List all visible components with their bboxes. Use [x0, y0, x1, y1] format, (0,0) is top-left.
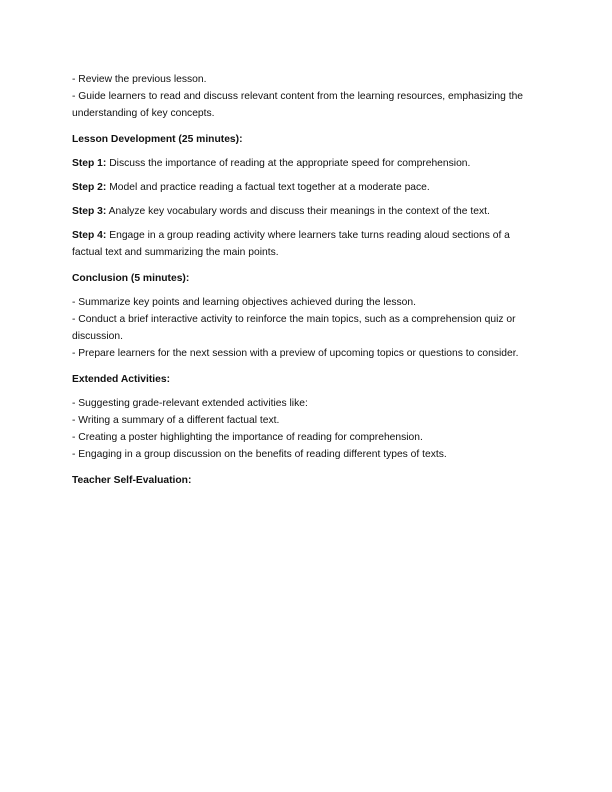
conclusion-line: - Prepare learners for the next session with a preview of upcoming topics or questions to consider.: [72, 348, 519, 359]
step-text: Engage in a group reading activity where learners take turns reading aloud sections of a factual text and summarizing the main points.: [72, 230, 510, 258]
step-item: [72, 179, 540, 196]
step-label: Step 3:: [72, 206, 107, 217]
step-label: Step 1:: [72, 158, 107, 169]
conclusion-line: - Conduct a brief interactive activity to reinforce the main topics, such as a comprehension quiz or discussion.: [72, 314, 516, 342]
extended-activities-heading: Extended Activities:: [72, 374, 171, 385]
step-label: Step 4:: [72, 230, 107, 241]
intro-line: - Review the previous lesson.: [72, 74, 207, 85]
lesson-development-section: [72, 131, 540, 261]
intro-section: [72, 71, 540, 122]
extended-activities-section: [72, 371, 540, 463]
step-label: Step 2:: [72, 182, 107, 193]
step-text: Model and practice reading a factual text together at a moderate pace.: [109, 182, 430, 193]
extended-line: - Creating a poster highlighting the importance of reading for comprehension.: [72, 432, 423, 443]
intro-line: - Guide learners to read and discuss relevant content from the learning resources, emphasizing the understanding of key concepts.: [72, 91, 524, 119]
lesson-development-heading: Lesson Development (25 minutes):: [72, 134, 243, 145]
step-item: [72, 227, 540, 261]
step-item: [72, 203, 540, 220]
conclusion-section: [72, 270, 540, 362]
step-item: [72, 155, 540, 172]
self-evaluation-heading: Teacher Self-Evaluation:: [72, 475, 192, 486]
conclusion-heading: Conclusion (5 minutes):: [72, 273, 190, 284]
step-text: Discuss the importance of reading at the appropriate speed for comprehension.: [109, 158, 471, 169]
extended-line: - Engaging in a group discussion on the benefits of reading different types of texts.: [72, 449, 447, 460]
document-page: [72, 71, 540, 489]
step-text: Analyze key vocabulary words and discuss their meanings in the context of the text.: [108, 206, 490, 217]
extended-line: - Suggesting grade-relevant extended activities like:: [72, 398, 308, 409]
extended-line: - Writing a summary of a different factual text.: [72, 415, 280, 426]
conclusion-line: - Summarize key points and learning objectives achieved during the lesson.: [72, 297, 416, 308]
self-evaluation-section: [72, 472, 540, 489]
